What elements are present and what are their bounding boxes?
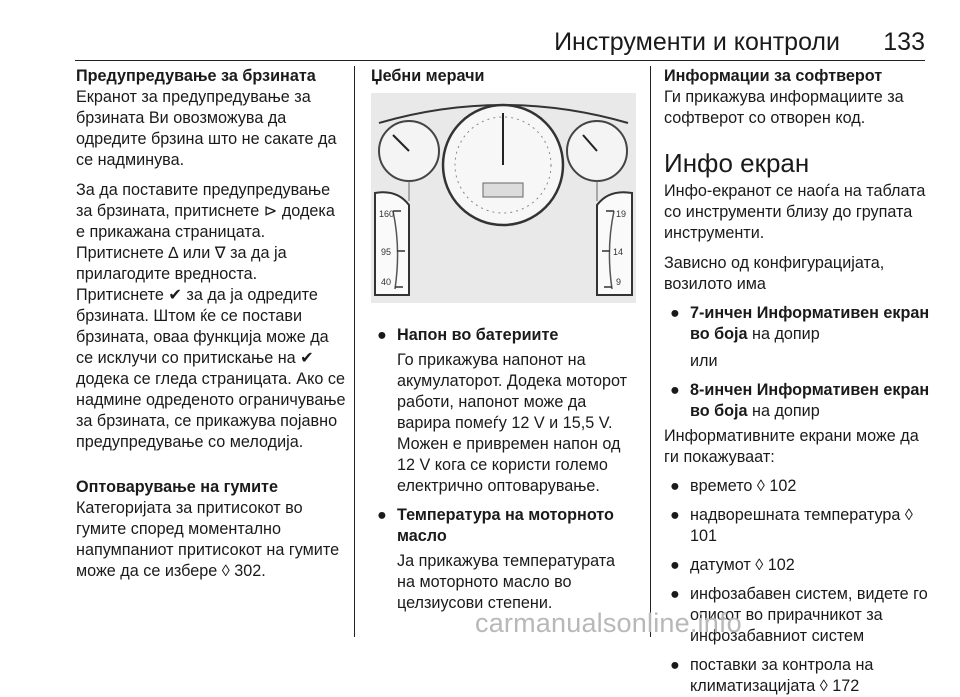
bullet-icon: ● xyxy=(670,656,680,674)
paragraph: Инфо-екранот се наоѓа на таблата со инструменти близу до групата инструменти. xyxy=(664,182,926,242)
list-item xyxy=(664,303,934,345)
bullet-icon: ● xyxy=(670,585,680,603)
list-item-text: времето ◊ 102 xyxy=(690,477,797,495)
section-heading: Предупредување за брзината xyxy=(76,67,316,85)
bullet-icon: ● xyxy=(377,326,387,344)
paragraph: Ги прикажува информациите за софтверот со отворен код. xyxy=(664,88,904,127)
paragraph: За да поставите предупредување за брзината, притиснете ⊳ додека е прикажана страницата. Притиснете ∆ или ∇ за да ја прилагодите вредноста. Притиснете ✔ за да ја одредите брзината. Штом ќе се постави брзината, оваа функција може да се исклучи со притискање на ✔ додека се гледа страницата. Ако се надмине одреденото ограничување за брзината, се прикажува појавно предупредување со мелодија. xyxy=(76,181,346,451)
page-header xyxy=(0,0,960,58)
header-rule xyxy=(75,60,925,61)
gauge-tick-label: 95 xyxy=(381,247,392,257)
page-number: 133 xyxy=(883,28,925,56)
bullet-title: 8-инчен Информативен екран во боја xyxy=(690,381,930,420)
paragraph: Информативните екрани може да ги покажуваат: xyxy=(664,427,919,466)
list-item-text: датумот ◊ 102 xyxy=(690,556,795,574)
column-middle xyxy=(371,66,636,614)
section-title: Инфо екран xyxy=(664,148,810,178)
column-right xyxy=(664,66,934,697)
bullet-text: Ја прикажува температурата на моторното масло во целзиусови степени. xyxy=(397,552,616,612)
bullet-title: 7-инчен Информативен екран во боја xyxy=(690,304,930,343)
header-title: Инструменти и контроли xyxy=(554,28,840,56)
gauge-tick-label: 40 xyxy=(381,277,392,287)
list-item xyxy=(664,505,934,547)
bullet-title: Температура на моторното масло xyxy=(397,506,614,545)
gauges-illustration xyxy=(371,93,636,303)
section-heading: Информации за софтверот xyxy=(664,67,883,85)
paragraph: Категоријата за притисокот во гумите според моментално напумпаниот притисокот на гумите може да се избере ◊ 302. xyxy=(76,499,340,580)
section-heading: Џебни мерачи xyxy=(371,67,485,85)
section-heading: Оптоварување на гумите xyxy=(76,478,278,496)
column-divider xyxy=(650,66,651,637)
bullet-text: на допир xyxy=(747,402,820,420)
bullet-icon: ● xyxy=(670,506,680,524)
list-item xyxy=(371,325,636,497)
list-item xyxy=(664,655,934,697)
gauge-tick-label: 160 xyxy=(379,209,395,219)
paragraph: Екранот за предупредување за брзината Ви овозможува да одредите брзина што не сакате да се надминува. xyxy=(76,88,337,169)
gauge-tick-label: 19 xyxy=(616,209,627,219)
list-item-text: поставки за контрола на климатизацијата ◊ 172 xyxy=(690,656,874,695)
list-item-text: надворешната температура ◊ 101 xyxy=(690,506,913,545)
bullet-text: на допир xyxy=(747,325,820,343)
gauge-tick-label: 9 xyxy=(616,277,622,287)
list-item xyxy=(664,555,934,576)
gauge-tick-label: 14 xyxy=(613,247,624,257)
column-divider xyxy=(354,66,355,637)
bullet-text: Го прикажува напонот на акумулаторот. Додека моторот работи, напонот може да варира помеѓу 12 V и 15,5 V. Можен е привремен напон од 12 V кога се користи големо електрично оптоварување. xyxy=(397,351,628,495)
column-left xyxy=(76,66,348,582)
bullet-icon: ● xyxy=(670,381,680,399)
list-item xyxy=(664,476,934,497)
bullet-icon: ● xyxy=(670,477,680,495)
paragraph: Зависно од конфигурацијата, возилото има xyxy=(664,254,885,293)
paragraph: или xyxy=(690,352,718,370)
bullet-icon: ● xyxy=(377,506,387,524)
instrument-cluster-drawing xyxy=(371,93,636,303)
bullet-icon: ● xyxy=(670,556,680,574)
watermark: carmanualsonline.info xyxy=(475,608,742,638)
bullet-icon: ● xyxy=(670,304,680,322)
list-item-text: инфозабавен систем, видете го описот во прирачникот за инфозабавниот систем xyxy=(690,585,928,645)
list-item xyxy=(664,380,934,422)
list-item xyxy=(371,505,636,614)
bullet-title: Напон во батериите xyxy=(397,326,559,344)
